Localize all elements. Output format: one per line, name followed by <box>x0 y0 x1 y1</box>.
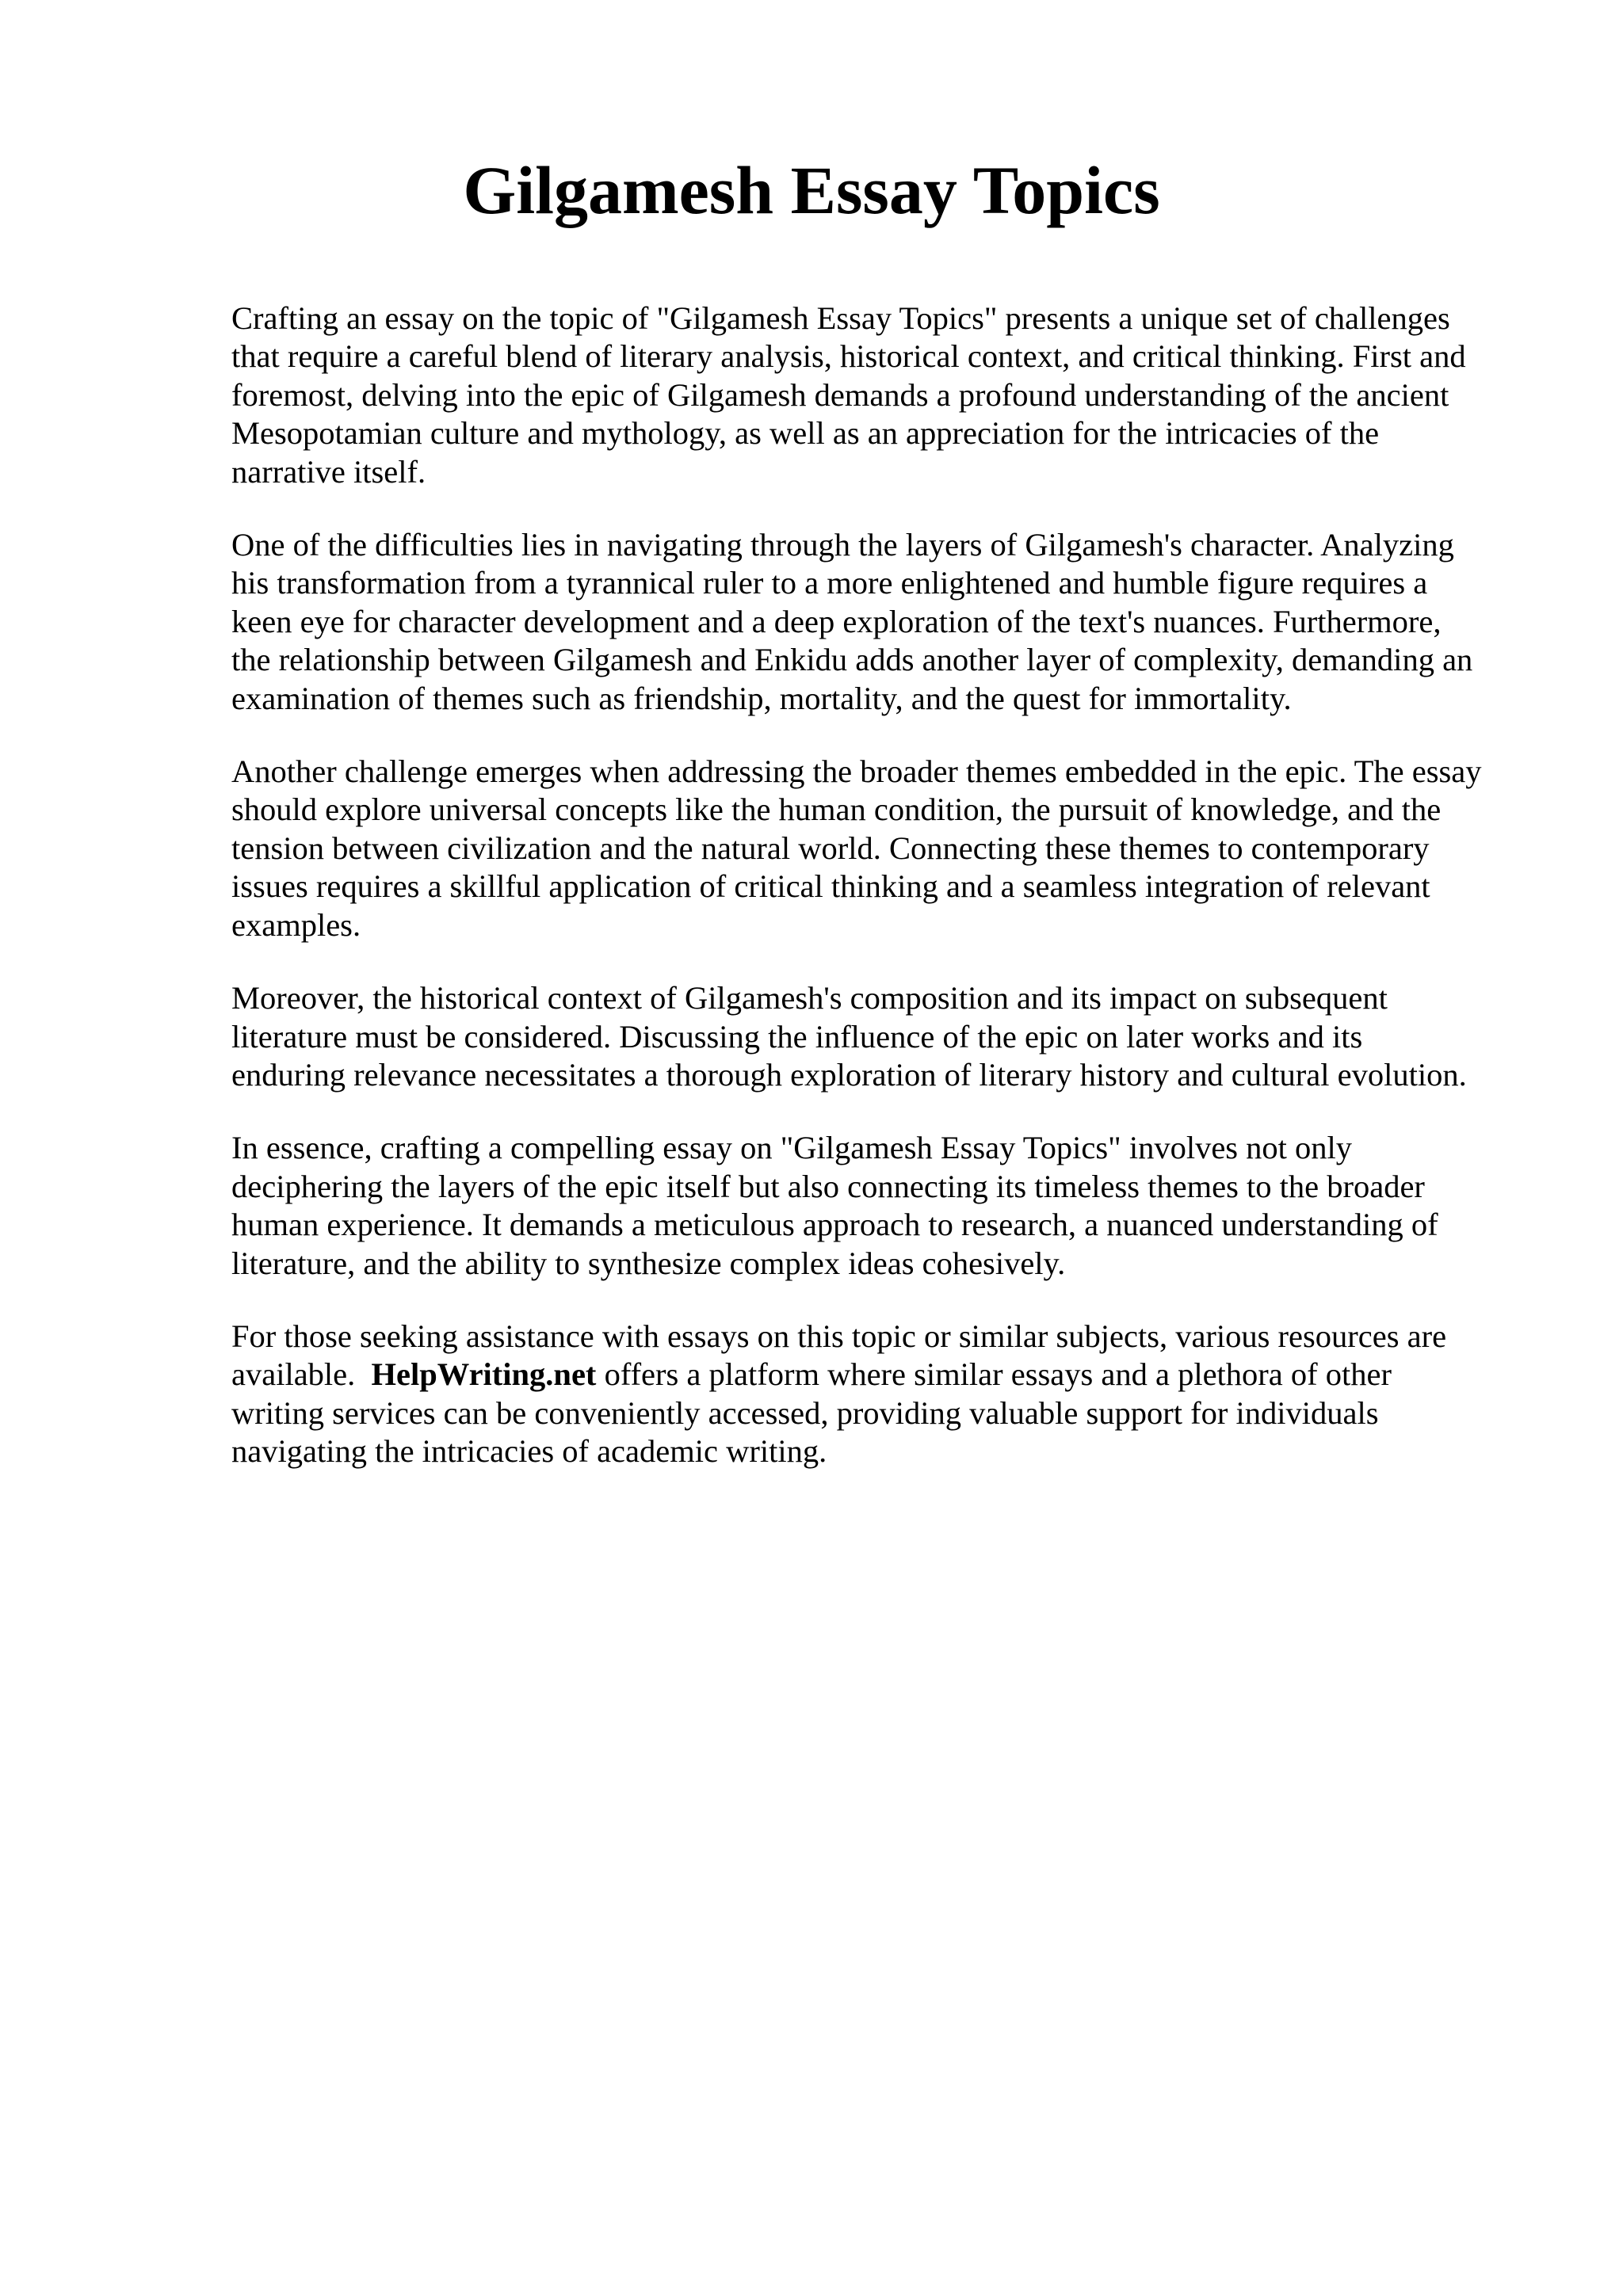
text-line: Another challenge emerges when addressing the broader themes embedded in the epic. The essay <box>231 753 1482 790</box>
text-line: Mesopotamian culture and mythology, as well as an appreciation for the intricacies of the <box>231 415 1380 452</box>
document-body <box>231 299 1531 1506</box>
paragraph-4 <box>231 979 1531 1094</box>
text-fragment: offers a platform where similar essays and a plethora of other <box>604 1356 1392 1393</box>
text-line: his transformation from a tyrannical ruler to a more enlightened and humble figure requires a <box>231 565 1428 601</box>
text-line: the relationship between Gilgamesh and Enkidu adds another layer of complexity, demanding an <box>231 642 1473 678</box>
text-fragment: available. <box>231 1356 356 1393</box>
text-line: In essence, crafting a compelling essay on "Gilgamesh Essay Topics" involves not only <box>231 1130 1353 1166</box>
paragraph-3 <box>231 753 1531 944</box>
paragraph-6 <box>231 1318 1531 1471</box>
text-line: Crafting an essay on the topic of "Gilgamesh Essay Topics" presents a unique set of challenges <box>231 300 1450 336</box>
text-line: that require a careful blend of literary analysis, historical context, and critical thinking. First and <box>231 338 1466 375</box>
text-line: Moreover, the historical context of Gilgamesh's composition and its impact on subsequent <box>231 980 1388 1016</box>
text-line: tension between civilization and the natural world. Connecting these themes to contemporary <box>231 830 1430 866</box>
text-line: issues requires a skillful application of critical thinking and a seamless integration of relevant <box>231 868 1430 905</box>
helpwriting-link[interactable]: HelpWriting.net <box>371 1356 597 1393</box>
text-line: foremost, delving into the epic of Gilgamesh demands a profound understanding of the ancient <box>231 376 1449 413</box>
text-line: literature, and the ability to synthesize complex ideas cohesively. <box>231 1245 1066 1281</box>
text-line: literature must be considered. Discussing the influence of the epic on later works and its <box>231 1018 1363 1055</box>
document-title: Gilgamesh Essay Topics <box>463 152 1160 228</box>
text-line: deciphering the layers of the epic itself but also connecting its timeless themes to the broader <box>231 1168 1425 1204</box>
text-line-with-link <box>231 1356 1531 1394</box>
text-line: writing services can be conveniently accessed, providing valuable support for individuals <box>231 1394 1379 1431</box>
text-line: examination of themes such as friendship, mortality, and the quest for immortality. <box>231 680 1292 716</box>
paragraph-1 <box>231 299 1531 491</box>
text-line: human experience. It demands a meticulous approach to research, a nuanced understanding of <box>231 1207 1438 1243</box>
text-line: examples. <box>231 906 361 943</box>
text-line: navigating the intricacies of academic writing. <box>231 1433 827 1470</box>
text-line: For those seeking assistance with essays on this topic or similar subjects, various resources are <box>231 1318 1447 1354</box>
text-line: narrative itself. <box>231 453 426 490</box>
text-line: One of the difficulties lies in navigating through the layers of Gilgamesh's character. Analyzing <box>231 527 1454 563</box>
text-line: keen eye for character development and a deep exploration of the text's nuances. Furthermore, <box>231 603 1442 639</box>
paragraph-5 <box>231 1129 1531 1283</box>
text-line: should explore universal concepts like the human condition, the pursuit of knowledge, and the <box>231 791 1442 828</box>
paragraph-2 <box>231 526 1531 718</box>
text-line: enduring relevance necessitates a thorough exploration of literary history and cultural evolution. <box>231 1056 1467 1093</box>
